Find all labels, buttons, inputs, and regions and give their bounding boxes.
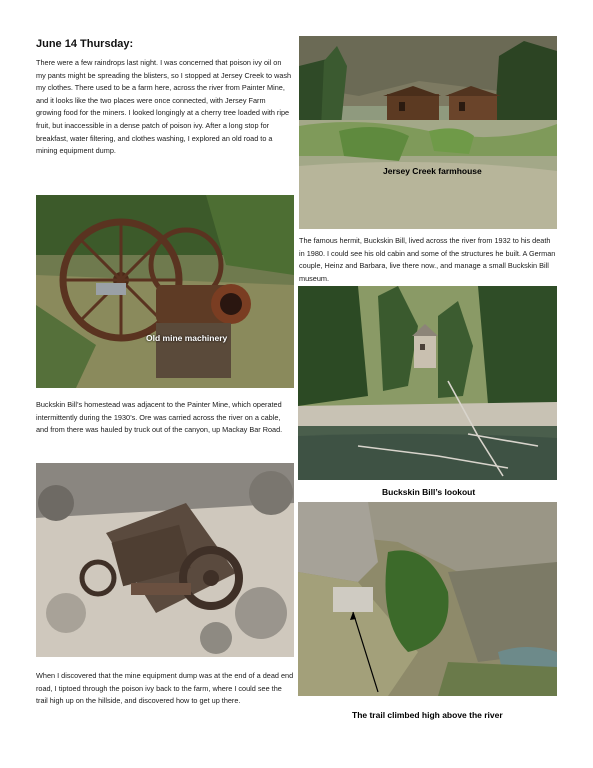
farmhouse-photo	[299, 36, 557, 229]
machinery-caption: Old mine machinery	[146, 333, 228, 343]
lookout-photo	[298, 286, 557, 480]
intro-paragraph: There were a few raindrops last night. I was concerned that poison ivy oil on my pants might be spreading the blisters, so I stopped at Jersey Creek to wash my clothes. There used to be a farm here, across the river from Painter Mine, and it looks like the two places were once connected, with Jersey Farm growing food for the miners. I looked longingly at a cherry tree loaded with ripe fruit, but inaccessible in a dense patch of poison ivy. After a long stop for breakfast, water filtering, and clothes washing, I explored an old road to a mining equipment dump.	[36, 58, 292, 156]
machinery-photo	[36, 195, 294, 388]
trail-caption: The trail climbed high above the river	[352, 710, 503, 720]
page-heading: June 14 Thursday:	[36, 38, 134, 50]
trail-photo	[298, 502, 557, 696]
farmhouse-caption: Jersey Creek farmhouse	[383, 166, 482, 176]
equipment-dump-photo	[36, 463, 294, 657]
hermit-paragraph: The famous hermit, Buckskin Bill, lived across the river from 1932 to his death in 1980. I could see his old cabin and some of the structures he built. A German couple, Heinz and Barbara, live there now., and manage a small Buckskin Bill museum.	[299, 236, 556, 283]
lookout-caption: Buckskin Bill’s lookout	[382, 487, 476, 497]
homestead-paragraph: Buckskin Bill’s homestead was adjacent to the Painter Mine, which operated intermittently during the 1930’s. Ore was carried across the river on a cable, and from there was hauled by truck out of the canyon, up Mackay Bar Road.	[36, 400, 283, 435]
discovery-paragraph: When I discovered that the mine equipment dump was at the end of a dead end road, I tiptoed through the poison ivy back to the farm, where I could see the trail high up on the hillside, and discovered how to get up there.	[36, 671, 294, 706]
